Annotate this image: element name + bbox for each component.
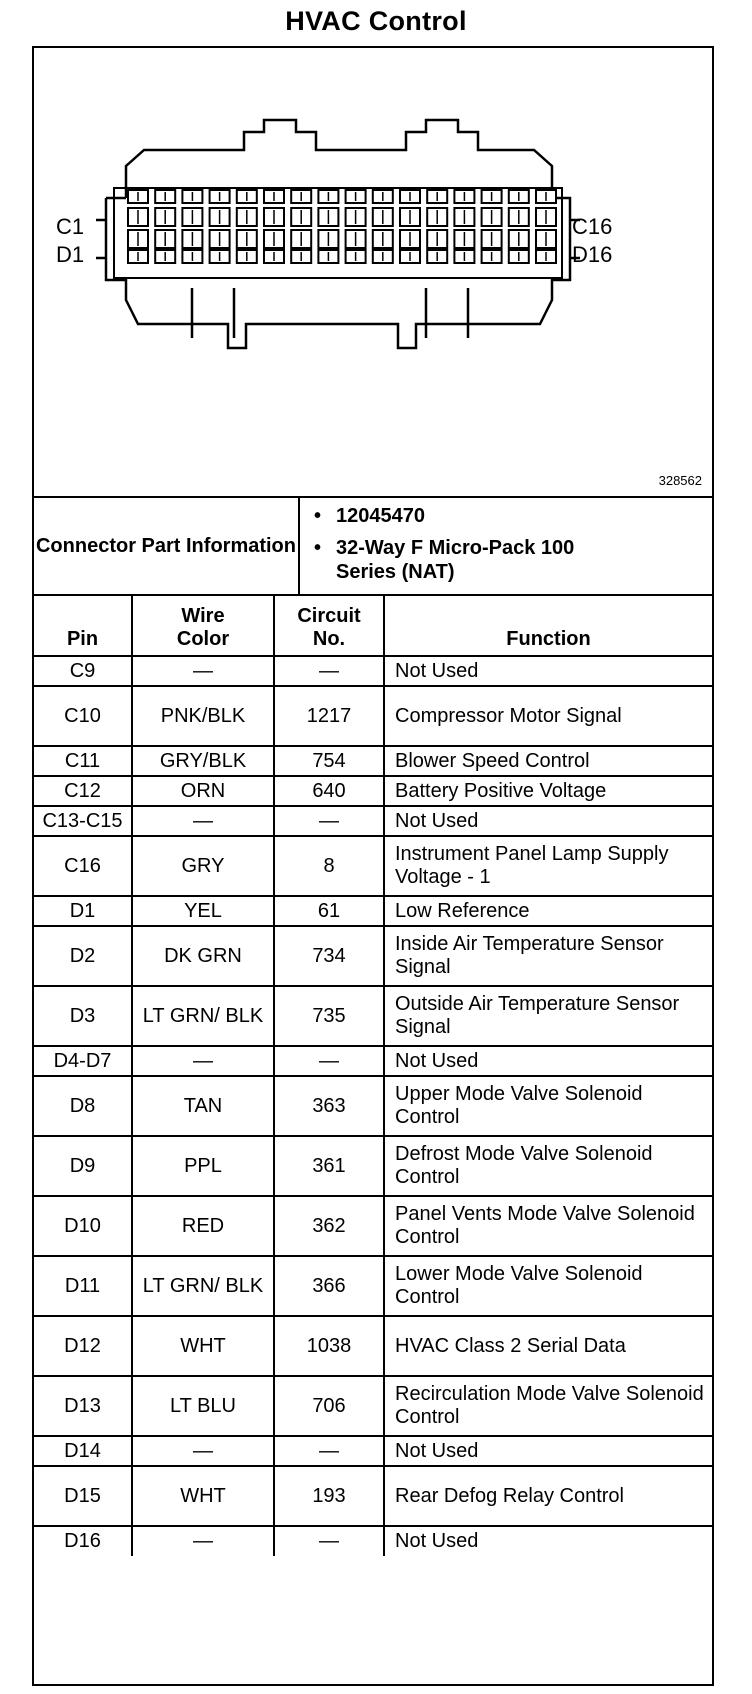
pin-cell: D14 (34, 1436, 132, 1466)
circuit-number-cell: 735 (274, 986, 384, 1046)
circuit-number-cell: 361 (274, 1136, 384, 1196)
table-row (34, 776, 712, 806)
wire-color-cell: YEL (132, 896, 274, 926)
function-cell: Low Reference (384, 896, 712, 926)
pinout-table (34, 596, 712, 1556)
connector-type: 32-Way F Micro-Pack 100 Series (NAT) (336, 537, 575, 583)
table-row (34, 896, 712, 926)
function-cell: Upper Mode Valve Solenoid Control (384, 1076, 712, 1136)
pin-cell: D12 (34, 1316, 132, 1376)
pin-cell: D11 (34, 1256, 132, 1316)
part-info-bullets (314, 504, 704, 592)
header-wire-color (132, 596, 274, 656)
wire-color-cell: — (132, 1046, 274, 1076)
circuit-number-cell: — (274, 1046, 384, 1076)
pin-cell: C11 (34, 746, 132, 776)
table-row (34, 1316, 712, 1376)
circuit-number-cell: — (274, 806, 384, 836)
wire-color-cell: — (132, 1436, 274, 1466)
circuit-number-cell: — (274, 1436, 384, 1466)
label-c1: C1 (56, 214, 85, 239)
circuit-number-cell: 1217 (274, 686, 384, 746)
function-cell: Not Used (384, 656, 712, 686)
part-info-label: Connector Part Information (34, 498, 300, 594)
connector-diagram (34, 48, 712, 498)
wire-color-cell: LT BLU (132, 1376, 274, 1436)
circuit-number-cell: — (274, 656, 384, 686)
page-title: HVAC Control (285, 6, 467, 36)
table-row (34, 1526, 712, 1556)
table-row (34, 686, 712, 746)
header-pin: Pin (34, 596, 132, 656)
circuit-number-cell: — (274, 1526, 384, 1556)
circuit-number-cell: 363 (274, 1076, 384, 1136)
function-cell: Compressor Motor Signal (384, 686, 712, 746)
table-row (34, 1136, 712, 1196)
circuit-number-cell: 754 (274, 746, 384, 776)
function-cell: HVAC Class 2 Serial Data (384, 1316, 712, 1376)
wire-color-cell: RED (132, 1196, 274, 1256)
table-row (34, 806, 712, 836)
bullet-item (314, 504, 704, 528)
bullet-icon: • (314, 537, 322, 559)
function-cell: Not Used (384, 806, 712, 836)
pin-cell: D2 (34, 926, 132, 986)
wire-color-cell: LT GRN/ BLK (132, 1256, 274, 1316)
table-row (34, 836, 712, 896)
circuit-number-cell: 193 (274, 1466, 384, 1526)
circuit-number-cell: 362 (274, 1196, 384, 1256)
pin-cell: C16 (34, 836, 132, 896)
wire-color-cell: GRY/BLK (132, 746, 274, 776)
table-header-row (34, 596, 712, 656)
header-wire-color-text: Wire Color (176, 605, 230, 650)
connector-part-information (34, 498, 712, 596)
header-function: Function (384, 596, 712, 656)
table-row (34, 926, 712, 986)
bullet-icon: • (314, 505, 322, 527)
function-cell: Blower Speed Control (384, 746, 712, 776)
circuit-number-cell: 8 (274, 836, 384, 896)
pin-cell: D16 (34, 1526, 132, 1556)
table-row (34, 1076, 712, 1136)
label-d1: D1 (56, 242, 85, 267)
function-cell: Rear Defog Relay Control (384, 1466, 712, 1526)
connector-drawing (34, 48, 712, 496)
table-row (34, 1256, 712, 1316)
pin-cell: D8 (34, 1076, 132, 1136)
pin-cell: C10 (34, 686, 132, 746)
wire-color-cell: DK GRN (132, 926, 274, 986)
function-cell: Not Used (384, 1526, 712, 1556)
pin-cell: D1 (34, 896, 132, 926)
figure-number: 328562 (658, 473, 702, 488)
pin-cell: C13-C15 (34, 806, 132, 836)
header-circuit-no (274, 596, 384, 656)
wire-color-cell: PNK/BLK (132, 686, 274, 746)
bullet-item (314, 536, 704, 584)
function-cell: Battery Positive Voltage (384, 776, 712, 806)
wire-color-cell: WHT (132, 1316, 274, 1376)
wire-color-cell: TAN (132, 1076, 274, 1136)
wire-color-cell: PPL (132, 1136, 274, 1196)
wire-color-cell: — (132, 1526, 274, 1556)
table-row (34, 1466, 712, 1526)
part-number: 12045470 (336, 505, 425, 527)
circuit-number-cell: 366 (274, 1256, 384, 1316)
circuit-number-cell: 706 (274, 1376, 384, 1436)
function-cell: Panel Vents Mode Valve Solenoid Control (384, 1196, 712, 1256)
table-row (34, 1196, 712, 1256)
table-row (34, 1046, 712, 1076)
table-row (34, 656, 712, 686)
pin-cell: D3 (34, 986, 132, 1046)
pin-cell: D4-D7 (34, 1046, 132, 1076)
table-row (34, 986, 712, 1046)
function-cell: Not Used (384, 1046, 712, 1076)
pin-cell: D9 (34, 1136, 132, 1196)
connector-document-frame (32, 46, 714, 1686)
pin-cell: D13 (34, 1376, 132, 1436)
pin-cell: D15 (34, 1466, 132, 1526)
function-cell: Lower Mode Valve Solenoid Control (384, 1256, 712, 1316)
function-cell: Instrument Panel Lamp Supply Voltage - 1 (384, 836, 712, 896)
label-d16: D16 (572, 242, 613, 267)
wire-color-cell: LT GRN/ BLK (132, 986, 274, 1046)
locking-bars (192, 288, 468, 338)
function-cell: Recirculation Mode Valve Solenoid Control (384, 1376, 712, 1436)
pin-cell: C12 (34, 776, 132, 806)
label-c16: C16 (572, 214, 613, 239)
pin-cell: D10 (34, 1196, 132, 1256)
table-row (34, 746, 712, 776)
circuit-number-cell: 734 (274, 926, 384, 986)
wire-color-cell: ORN (132, 776, 274, 806)
function-cell: Defrost Mode Valve Solenoid Control (384, 1136, 712, 1196)
wire-color-cell: GRY (132, 836, 274, 896)
housing-top-outline (126, 120, 552, 198)
function-cell: Inside Air Temperature Sensor Signal (384, 926, 712, 986)
circuit-number-cell: 640 (274, 776, 384, 806)
header-circuit-no-text: Circuit No. (297, 605, 361, 650)
table-row (34, 1376, 712, 1436)
wire-color-cell: WHT (132, 1466, 274, 1526)
circuit-number-cell: 1038 (274, 1316, 384, 1376)
wire-color-cell: — (132, 656, 274, 686)
pin-cell: C9 (34, 656, 132, 686)
function-cell: Not Used (384, 1436, 712, 1466)
circuit-number-cell: 61 (274, 896, 384, 926)
table-row (34, 1436, 712, 1466)
function-cell: Outside Air Temperature Sensor Signal (384, 986, 712, 1046)
wire-color-cell: — (132, 806, 274, 836)
